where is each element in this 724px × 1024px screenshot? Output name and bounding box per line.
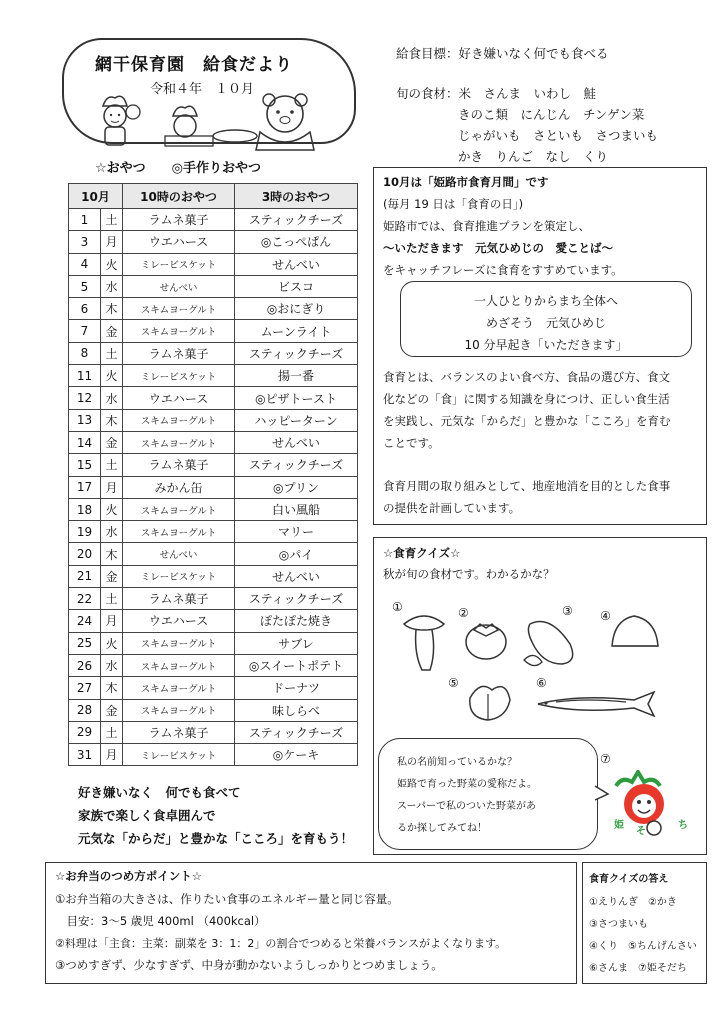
day-cell: 27 [69,677,101,699]
snack-3pm-cell: 揚一番 [235,365,358,387]
snack-10am-cell: スキムヨーグルト [123,699,235,721]
snack-3pm-cell: ◎ケーキ [235,744,358,766]
slogan-box [400,281,692,357]
snack-3pm-cell: せんべい [235,431,358,453]
snack-3pm-cell: 白い風船 [235,498,358,520]
slogan-line: めざそう 元気ひめじ [485,316,606,330]
snack-3pm-cell: スティックチーズ [235,588,358,610]
table-row [69,521,358,543]
table-row [69,588,358,610]
day-cell: 3 [69,231,101,253]
day-cell: 18 [69,498,101,520]
weekday-cell: 火 [101,365,123,387]
snack-3pm-cell: ムーンライト [235,320,358,342]
answer-line: ④くり ⑤ちんげんさい [589,941,697,952]
snack-10am-cell: ラムネ菓子 [123,454,235,476]
table-row [69,253,358,275]
day-cell: 19 [69,521,101,543]
quiz-title: ☆食育クイズ☆ [383,546,461,560]
slogan-line: 一人ひとりからまち全体へ [473,294,618,308]
snack-10am-cell: スキムヨーグルト [123,521,235,543]
snack-10am-cell: みかん缶 [123,476,235,498]
weekday-cell: 木 [101,409,123,431]
seasonal-line: かき りんご なし くり [458,149,609,164]
snack-table [68,183,358,766]
snack-10am-cell: スキムヨーグルト [123,654,235,676]
newsletter-date: 令和４年 １０月 [150,82,255,97]
table-row [69,431,358,453]
table-row [69,320,358,342]
weekday-cell: 水 [101,521,123,543]
weekday-cell: 土 [101,588,123,610]
weekday-cell: 土 [101,454,123,476]
snack-10am-cell: せんべい [123,543,235,565]
bok-choy-icon [462,678,516,726]
table-row [69,476,358,498]
snack-heading: ☆おやつ ◎手作りおやつ [95,161,261,176]
snack-3pm-cell: スティックチーズ [235,209,358,231]
table-header-row [69,184,358,209]
weekday-cell: 火 [101,632,123,654]
weekday-cell: 木 [101,298,123,320]
lunch-goal [396,44,609,62]
day-cell: 17 [69,476,101,498]
mascot-letter: ち [678,820,688,831]
snack-3pm-cell: せんべい [235,253,358,275]
table-row [69,610,358,632]
weekday-cell: 月 [101,744,123,766]
speech-line: スーパーで私のついた野菜があ [397,801,536,812]
quiz-number: ④ [600,609,611,623]
day-cell: 24 [69,610,101,632]
lunch-goal-text: 好き嫌いなく何でも食べる [458,46,609,61]
weekday-cell: 金 [101,431,123,453]
column-header-3pm: 3時のおやつ [235,184,358,209]
food-month-body: 化などの「食」に関する知識を身につけ、正しい食生活 [383,392,670,406]
snack-3pm-cell: ◎プリン [235,476,358,498]
snack-10am-cell: スキムヨーグルト [123,632,235,654]
snack-3pm-cell: せんべい [235,565,358,587]
weekday-cell: 木 [101,543,123,565]
food-month-body: ことです。 [383,436,440,450]
weekday-cell: 火 [101,498,123,520]
weekday-cell: 木 [101,677,123,699]
table-row [69,565,358,587]
table-row [69,231,358,253]
weekday-cell: 金 [101,699,123,721]
table-row [69,387,358,409]
table-row [69,543,358,565]
day-cell: 5 [69,275,101,297]
day-cell: 26 [69,654,101,676]
day-cell: 20 [69,543,101,565]
snack-3pm-cell: ◎パイ [235,543,358,565]
snack-3pm-cell: スティックチーズ [235,454,358,476]
day-cell: 1 [69,209,101,231]
snack-3pm-cell: ◎スイートポテト [235,654,358,676]
food-month-body: の提供を計画しています。 [383,501,521,515]
table-row [69,744,358,766]
day-cell: 12 [69,387,101,409]
snack-10am-cell: ミレービスケット [123,565,235,587]
snack-10am-cell: スキムヨーグルト [123,431,235,453]
day-cell: 14 [69,431,101,453]
quiz-number: ⑥ [536,676,547,690]
snack-10am-cell: ラムネ菓子 [123,588,235,610]
day-cell: 4 [69,253,101,275]
chef-bear-illustration [85,92,355,152]
table-row [69,454,358,476]
snack-10am-cell: ミレービスケット [123,253,235,275]
day-cell: 6 [69,298,101,320]
snack-10am-cell: ミレービスケット [123,744,235,766]
snack-10am-cell: ウエハース [123,610,235,632]
day-cell: 21 [69,565,101,587]
bento-line: ①お弁当箱の大きさは、作りたい食事のエネルギー量と同じ容量。 [55,892,399,906]
day-cell: 8 [69,342,101,364]
table-row [69,342,358,364]
seasonal-label: 旬の食材： [396,86,459,101]
snack-10am-cell: スキムヨーグルト [123,409,235,431]
day-cell: 29 [69,721,101,743]
mascot-speech-bubble [378,738,598,850]
mushroom-icon [398,610,448,674]
food-month-body: 食育月間の取り組みとして、地産地消を目的とした食事 [383,479,671,493]
snack-3pm-cell: ドーナツ [235,677,358,699]
snack-3pm-cell: ビスコ [235,275,358,297]
snack-10am-cell: せんべい [123,275,235,297]
slogan-line: 10 分早起き「いただきます」 [464,338,628,352]
table-row [69,654,358,676]
weekday-cell: 金 [101,320,123,342]
day-cell: 22 [69,588,101,610]
weekday-cell: 月 [101,610,123,632]
snack-message-line: 好き嫌いなく 何でも食べて [78,785,241,800]
day-cell: 7 [69,320,101,342]
snack-10am-cell: ラムネ菓子 [123,721,235,743]
seasonal-line: じゃがいも さといも さつまいも [458,128,659,143]
chestnut-icon [606,612,664,658]
seasonal-line: きのこ類 にんじん チンゲン菜 [458,107,645,122]
snack-3pm-cell: スティックチーズ [235,342,358,364]
day-cell: 15 [69,454,101,476]
sweet-potato-icon [520,612,586,672]
weekday-cell: 金 [101,565,123,587]
snack-3pm-cell: ◎おにぎり [235,298,358,320]
weekday-cell: 土 [101,721,123,743]
snack-10am-cell: スキムヨーグルト [123,320,235,342]
weekday-cell: 月 [101,476,123,498]
weekday-cell: 水 [101,275,123,297]
newsletter-title: 網干保育園 給食だより [95,55,293,75]
bento-line: ③つめすぎず、少なすぎず、中身が動かないようしっかりとつめましょう。 [55,958,443,972]
speech-line: 姫路で育った野菜の愛称だよ。 [397,779,537,790]
day-cell: 13 [69,409,101,431]
mascot-letter: そ [636,826,646,837]
snack-10am-cell: ウエハース [123,387,235,409]
column-header-10am: 10時のおやつ [123,184,235,209]
snack-10am-cell: スキムヨーグルト [123,677,235,699]
day-cell: 31 [69,744,101,766]
snack-10am-cell: ウエハース [123,231,235,253]
bento-title: ☆お弁当のつめ方ポイント☆ [55,869,203,883]
food-month-body: を実践し、元気な「からだ」と豊かな「こころ」を育む [383,414,671,428]
day-cell: 28 [69,699,101,721]
snack-3pm-cell: 味しらべ [235,699,358,721]
quiz-number: ⑦ [600,752,611,766]
quiz-number: ① [392,600,403,614]
seasonal-ingredients [396,84,596,102]
table-row [69,721,358,743]
food-month-line: 姫路市では、食育推進プランを策定し、 [383,219,590,233]
quiz-number: ② [458,606,469,620]
quiz-question: 秋が旬の食材です。わかるかな？ [383,567,555,581]
answer-line: ①えりんぎ ②かき [589,897,677,908]
weekday-cell: 水 [101,654,123,676]
lunch-goal-label: 給食目標： [396,46,459,61]
bento-line: ②料理は「主食：主菜：副菜を 3：1：2」の割合でつめると栄養バランスがよくなります。 [55,937,507,950]
table-row [69,677,358,699]
answers-title: 食育クイズの答え [589,874,669,885]
speech-line: 私の名前知っているかな？ [397,757,517,768]
mascot-letter: 姫 [614,820,624,831]
food-month-body: 食育とは、バランスのよい食べ方、食品の選び方、食文 [383,370,671,384]
table-row [69,498,358,520]
seasonal-line: 米 さんま いわし 鮭 [458,86,597,101]
answer-line: ③さつまいも [589,919,648,930]
food-month-line: をキャッチフレーズに食育をすすめています。 [383,263,623,277]
table-row [69,275,358,297]
table-row [69,298,358,320]
snack-3pm-cell: マリー [235,521,358,543]
speech-line: るか探してみてね！ [397,823,487,834]
weekday-cell: 水 [101,387,123,409]
snack-message-line: 元気な「からだ」と豊かな「こころ」を育もう！ [78,831,354,846]
day-cell: 11 [69,365,101,387]
snack-3pm-cell: ◎こっぺぱん [235,231,358,253]
snack-10am-cell: スキムヨーグルト [123,498,235,520]
snack-10am-cell: ミレービスケット [123,365,235,387]
day-cell: 25 [69,632,101,654]
food-month-catchphrase: ～いただきます 元気ひめじの 愛ことば～ [383,241,613,255]
quiz-number: ③ [562,604,573,618]
table-row [69,409,358,431]
persimmon-icon [462,616,510,664]
table-row [69,632,358,654]
snack-10am-cell: ラムネ菓子 [123,342,235,364]
snack-10am-cell: ラムネ菓子 [123,209,235,231]
weekday-cell: 月 [101,231,123,253]
bento-line: 目安：3～5 歳児 400ml （400kcal） [55,914,266,928]
snack-message-line: 家族で楽しく食卓囲んで [78,808,216,823]
snack-10am-cell: スキムヨーグルト [123,298,235,320]
food-month-title: 10月は「姫路市食育月間」です [383,175,549,189]
snack-3pm-cell: ぽたぽた焼き [235,610,358,632]
quiz-number: ⑤ [448,676,459,690]
weekday-cell: 土 [101,209,123,231]
answer-line: ⑥さんま ⑦姫そだち [589,963,687,974]
table-row [69,365,358,387]
snack-3pm-cell: ◎ピザトースト [235,387,358,409]
snack-3pm-cell: サブレ [235,632,358,654]
weekday-cell: 火 [101,253,123,275]
column-header-month: 10月 [69,184,123,209]
table-row [69,699,358,721]
table-row [69,209,358,231]
food-month-line: (毎月 19 日は「食育の日」) [383,197,524,211]
snack-3pm-cell: ハッピーターン [235,409,358,431]
saury-fish-icon [536,690,660,718]
snack-3pm-cell: スティックチーズ [235,721,358,743]
weekday-cell: 土 [101,342,123,364]
